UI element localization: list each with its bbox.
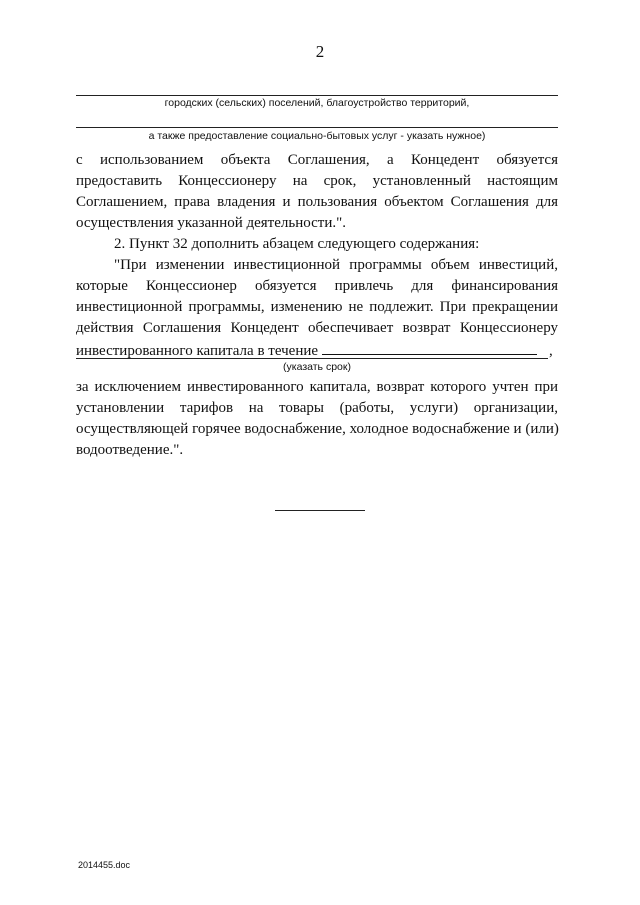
form-line-2 xyxy=(76,127,558,128)
item-2-heading xyxy=(76,234,558,255)
footer-filename: 2014455.doc xyxy=(78,860,131,870)
page-number: 2 xyxy=(315,42,325,61)
text-line: осуществления указанной деятельности.". xyxy=(76,215,346,231)
text-line: Соглашением, права владения и пользования объектом Соглашения для xyxy=(76,194,558,210)
fill-in-blank xyxy=(322,339,537,355)
blank-comma: , xyxy=(549,343,553,359)
text-line: предоставить Концессионеру на срок, установленный настоящим xyxy=(76,173,558,189)
text-line: водоотведение.". xyxy=(76,442,184,458)
text-line: за исключением инвестированного капитала, возврат которого учтен при xyxy=(76,379,558,395)
text-line: инвестиционной программы, изменению не подлежит. При прекращении xyxy=(76,299,558,315)
text-line: действия Соглашения Концедент обеспечивает возврат Концессионеру xyxy=(76,320,558,336)
text-line-with-blank xyxy=(76,339,558,360)
text-line: осуществляющей горячее водоснабжение, холодное водоснабжение и (или) xyxy=(76,421,559,437)
form-caption-2: а также предоставление социально-бытовых услуг - указать нужное) xyxy=(148,130,486,142)
text-line: 2. Пункт 32 дополнить абзацем следующего содержания: xyxy=(114,236,480,252)
end-divider xyxy=(275,510,365,511)
text-fragment: инвестированного капитала в течение xyxy=(76,343,319,359)
term-caption: (указать срок) xyxy=(283,361,351,373)
text-line: которые Концессионер обязуется привлечь для финансирования xyxy=(76,278,558,294)
paragraph-block-3 xyxy=(76,377,558,461)
text-line: "При изменении инвестиционной программы объем инвестиций, xyxy=(114,257,558,273)
paragraph-block-2 xyxy=(76,255,558,360)
paragraph-block-1 xyxy=(76,150,558,234)
text-line: с использованием объекта Соглашения, а Концедент обязуется xyxy=(76,152,558,168)
form-caption-1: городских (сельских) поселений, благоустройство территорий, xyxy=(164,97,470,109)
text-line: установлении тарифов на товары (работы, услуги) организации, xyxy=(76,400,558,416)
form-line-1 xyxy=(76,95,558,96)
term-blank-line xyxy=(76,358,548,359)
